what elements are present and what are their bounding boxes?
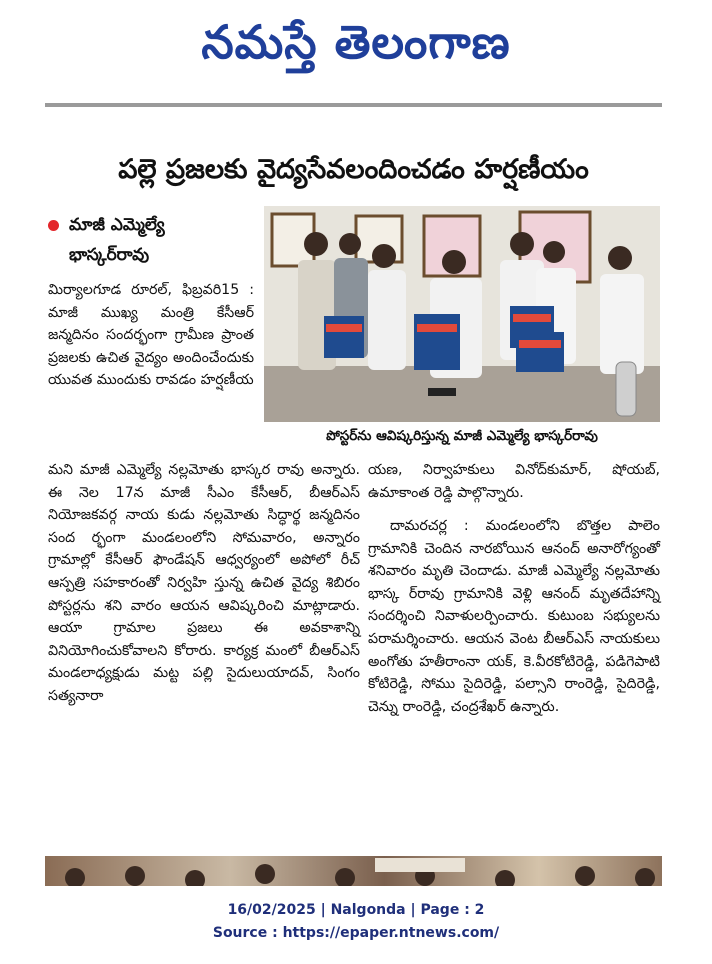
article-column-1-bottom: మని మాజీ ఎమ్మెల్యే నల్లమోతు భాస్కర రావు అన్నారు. ఈ నెల 17న మాజీ సీఎం కేసీఆర్, బీఆర్ఎస్ నియోజకవర్గ నాయ కుడు నల్లమోతు సిద్ధార్థ జన్మదినం సంద ర్భంగా మండలంలోని సోమవారం, అన్నారం గ్రామాల్లో కేసీఆర్ ఫౌండేషన్ ఆధ్వర్యంలో అపోలో రీచ్ ఆస్పత్రి సహకారంతో నిర్వహి స్తున్న ఉచిత వైద్య శిబిరం పోస్టర్లను శని వారం ఆయన ఆవిష్కరించి మాట్లాడారు. ఆయా గ్రామాల ప్రజలు ఈ అవకాశాన్ని వినియోగించుకోవాలని కోరారు. కార్యక్ర మంలో బీఆర్ఎస్ మండలాధ్యక్షుడు మట్ట పల్లి సైదులుయాదవ్, సింగం సత్యనారా [48,462,360,704]
photo-caption: పోస్టర్‌ను ఆవిష్కరిస్తున్న మాజీ ఎమ్మెల్యే భాస్కర్‌రావు [326,428,598,444]
bullet-icon [48,220,59,231]
article-column-2-para-2: దామరచర్ల : మండలంలోని బొత్తల పాలెం గ్రామానికి చెందిన నారబోయిన ఆనంద్ అనారోగ్యంతో శనివారం మృతి చెందాడు. మాజీ ఎమ్మెల్యే నల్లమోతు భాస్క ర్‌రావు గ్రామానికి వెళ్లి ఆనంద్ మృతదేహాన్ని సందర్శించి నివాళులర్పించారు. కుటుంబ సభ్యులను పరామర్శించారు. ఆయన వెంట బీఆర్ఎస్ నాయకులు అంగోతు హతీరాంనా యక్, కె.వీరకోటిరెడ్డి, పడిగెపాటి కోటిరెడ్డి, సోము సైదిరెడ్డి, పల్సాని రాంరెడ్డి, సైదిరెడ్డి, చెన్ను రాంరెడ్డి, చంద్రశేఖర్ ఉన్నారు. [368,518,660,715]
byline-line-1: మాజీ ఎమ్మెల్యే [69,215,165,235]
footer-date-edition: 16/02/2025 | Nalgonda | Page : 2 [227,902,485,918]
byline-line-2: భాస్కర్‌రావు [69,245,150,265]
article-headline: పల్లె ప్రజలకు వైద్యసేవలందించడం హర్షణీయం [118,154,589,185]
article-photo [264,206,660,422]
next-article-photo-strip [45,856,662,886]
photo-illustration [264,206,660,422]
newspaper-logo: నమస్తే తెలంగాణ [201,15,511,69]
byline [48,210,258,270]
masthead [0,0,712,96]
article-column-1-top: మిర్యాలగూడ రూరల్, ఫిబ్రవరి15 : మాజీ ముఖ్య మంత్రి కేసీఆర్ జన్మదినం సందర్భంగా గ్రామీణ ప్రాంత ప్రజలకు ఉచిత వైద్యం అందించేందుకు యువత ముందుకు రావడం హర్షణీయ [48,282,254,389]
photo-strip-illustration [45,856,662,886]
top-rule [45,103,662,107]
footer-source-link[interactable]: Source : https://epaper.ntnews.com/ [212,925,500,941]
article-column-2-para-1: యణ, నిర్వాహకులు వినోద్‌కుమార్, షోయబ్, ఉమాకాంత రెడ్డి పాల్గొన్నారు. [368,462,660,501]
